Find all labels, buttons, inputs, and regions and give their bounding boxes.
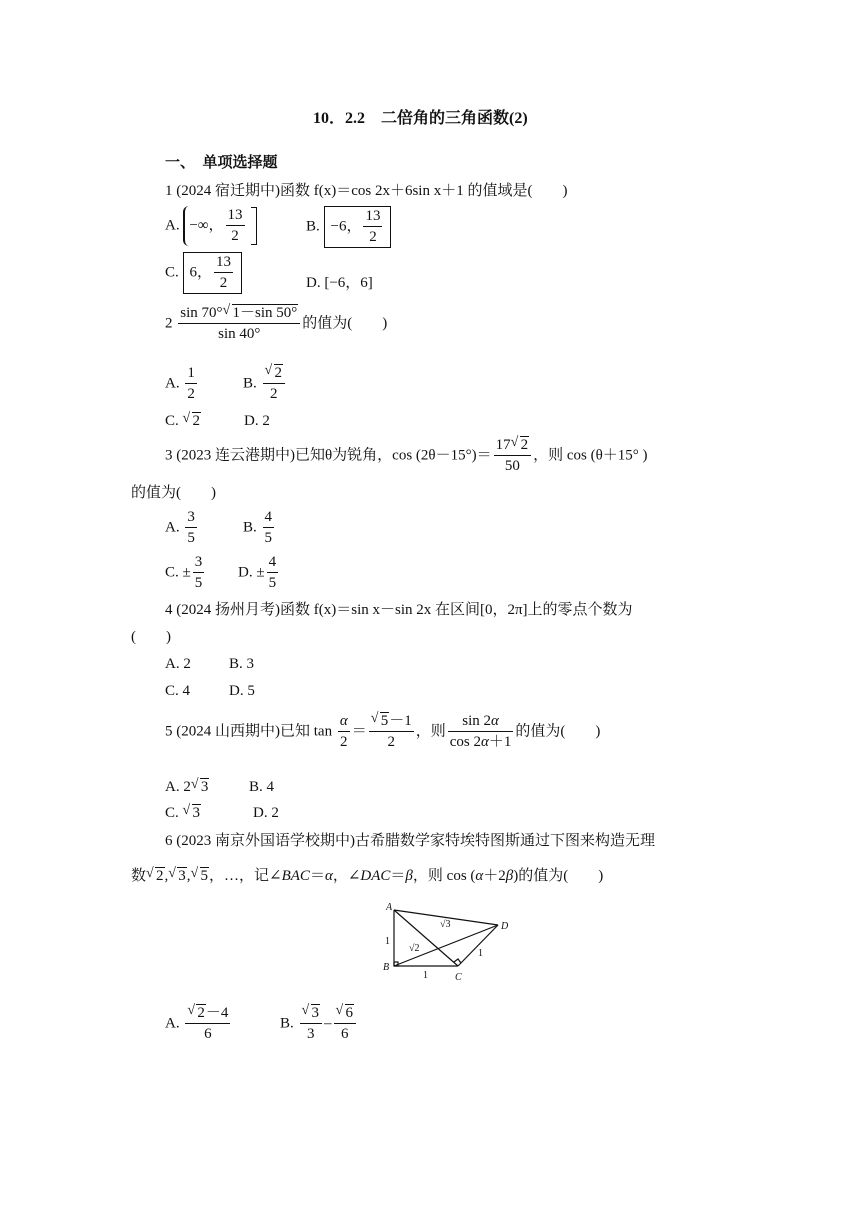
q3-option-c: C. ± $\frac{3}{5}$ — [165, 554, 203, 591]
q4-option-a: A. 2 — [165, 656, 191, 672]
q2-option-b: B. √ $\frac{2}{2}$ — [243, 366, 287, 402]
q2-option-d: D. 2 — [244, 413, 270, 429]
label-ad-length: √3 — [440, 919, 451, 930]
q1-a-label: A. — [165, 217, 180, 234]
q1-b-label: B. — [306, 218, 320, 235]
q1-option-a — [165, 206, 257, 246]
q5-stem: 5 (2024 山西期中)已知 tan $\frac{\alpha}{2}$ ＝ √ $\frac{5-1}{2}$ ，则 $\frac{\sin 2\alpha}{\cos 2\alpha+1}$ 的值为( ) — [165, 714, 600, 750]
q4-option-c: C. 4 — [165, 683, 191, 699]
q4-option-b: B. 3 — [229, 656, 255, 672]
label-ab-length: 1 — [385, 936, 390, 947]
q1-option-c — [165, 252, 242, 294]
segment-cd — [458, 925, 498, 966]
q1-b-interval: −6， $\frac{13}{2}$ — [324, 206, 392, 248]
q3-option-b: B. $\frac{4}{5}$ — [243, 509, 273, 546]
q4-stem: 4 (2024 扬州月考)函数 f(x)＝sin x－sin 2x 在区间[0，2π]上的零点个数为 — [165, 602, 633, 618]
label-b: B — [383, 962, 390, 973]
q2-number: 2 — [165, 315, 173, 332]
right-angle-b — [394, 962, 398, 966]
q3-option-a: A. $\frac{3}{5}$ — [165, 509, 195, 546]
q6-option-b: B. √ $\frac{3}{3}$ – √ $\frac{6}{6}$ — [280, 1006, 358, 1042]
q2-stem — [165, 306, 387, 342]
q5-option-d: D. 2 — [253, 805, 279, 821]
q6-option-a: A. √ $\frac{2-4}{6}$ — [165, 1006, 232, 1042]
q2-option-a: A. $\frac{1}{2}$ — [165, 365, 195, 402]
page-title: 10．2.2 二倍角的三角函数(2) — [313, 110, 528, 127]
label-ac-length: √2 — [409, 943, 420, 954]
section-heading: 一、 单项选择题 — [165, 155, 278, 171]
label-c: C — [455, 972, 462, 983]
q3-stem: 3 (2023 连云港期中)已知θ为锐角，cos (2θ－15°)＝ $\frac{17√ 2}{50}$ ，则 cos (θ＋15° ) — [165, 438, 648, 474]
q1-stem: 1 (2024 宿迁期中)函数 f(x)＝cos 2x＋6sin x＋1 的值域是( ) — [165, 183, 568, 199]
q5-option-c: C. √ 3 — [165, 806, 201, 821]
q6-line2: 数√ 2,√ 3,√ 5，…，记∠BAC＝α，∠DAC＝β，则 cos (α＋2β)的值为( ) — [131, 869, 603, 884]
q1-option-d: D. [−6，6] — [306, 275, 373, 291]
q1-option-b — [306, 206, 391, 248]
q2-option-c: C. √ 2 — [165, 414, 201, 429]
right-angle-c — [454, 959, 461, 963]
q2-fraction: $\frac{\sin 70^\circ√ 1-\sin 50^\circ}{\sin 40^\circ}$ — [178, 306, 300, 342]
q3-fraction: $\frac{17√ 2}{50}$ — [494, 438, 532, 474]
q1-c-interval: 6， $\frac{13}{2}$ — [183, 252, 243, 294]
q3-line2: 的值为( ) — [131, 485, 216, 501]
label-bc-length: 1 — [423, 970, 428, 981]
q3-option-d: D. ± $\frac{4}{5}$ — [238, 554, 277, 591]
q5-option-b: B. 4 — [249, 779, 275, 795]
q6-stem: 6 (2023 南京外国语学校期中)古希腊数学家特埃特图斯通过下图来构造无理 — [165, 833, 655, 849]
label-d: D — [501, 921, 509, 932]
q1-c-label: C. — [165, 264, 179, 281]
q6-figure — [380, 898, 520, 986]
q4-line2: ( ) — [131, 629, 171, 645]
label-a: A — [386, 902, 393, 913]
q4-option-d: D. 5 — [229, 683, 255, 699]
q1-a-interval: −∞， $\frac{13}{2}$ — [183, 206, 250, 246]
label-cd-length: 1 — [478, 948, 483, 959]
q2-tail: 的值为( ) — [302, 315, 388, 332]
q5-option-a: A. 2√ 3 — [165, 780, 209, 795]
